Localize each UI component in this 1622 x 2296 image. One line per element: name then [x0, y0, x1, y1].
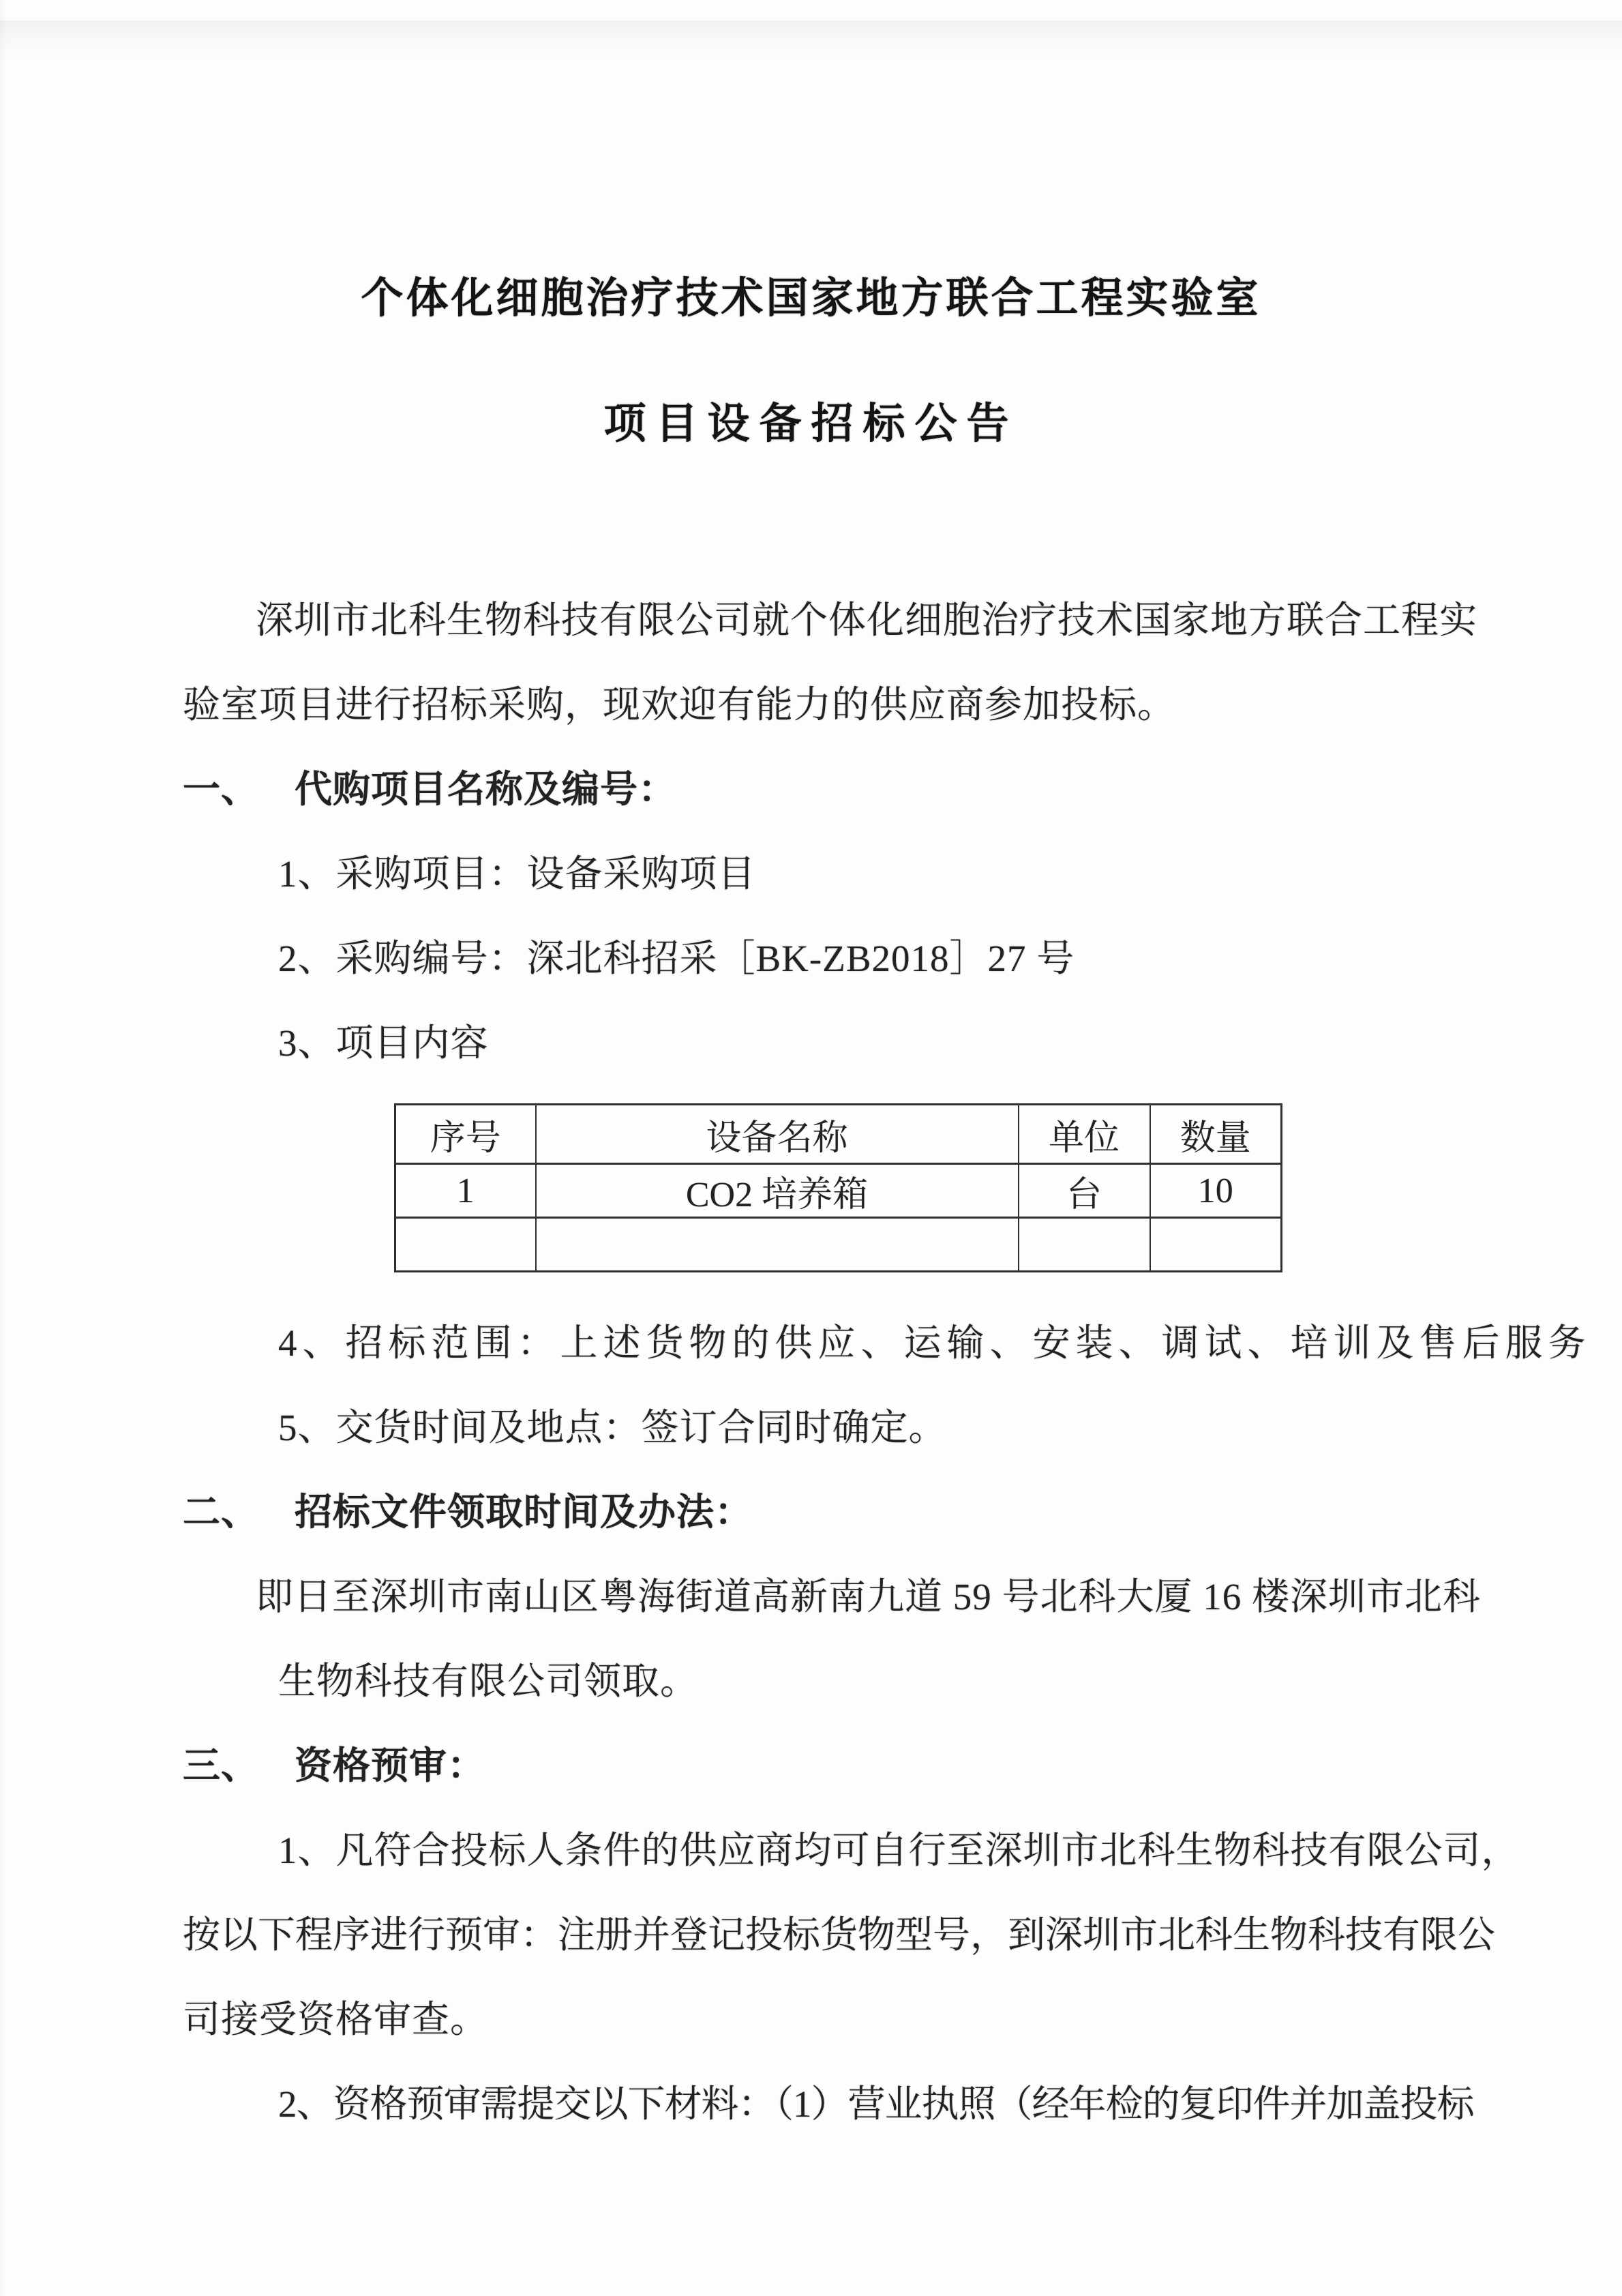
section2-line2: 生物科技有限公司领取。	[278, 1660, 699, 1702]
section1-item1: 1、采购项目：设备采购项目	[278, 853, 756, 895]
section2-heading	[183, 1470, 1513, 1555]
section1-heading-text: 代购项目名称及编号：	[295, 769, 677, 810]
doc-title-line1: 个体化细胞治疗技术国家地方联合工程实验室	[361, 275, 1261, 322]
cell-unit: 台	[1019, 1164, 1150, 1218]
section1-item3: 3、项目内容	[278, 1022, 489, 1064]
section1-item4: 4、招标范围：上述货物的供应、运输、安装、调试、培训及售后服务	[278, 1322, 1591, 1364]
doc-title-line2: 项目设备招标公告	[603, 401, 1019, 447]
scan-artifact-left	[0, 0, 7, 2296]
cell-no: 1	[395, 1164, 536, 1218]
table-header-no: 序号	[395, 1105, 536, 1164]
cell-qty	[1150, 1218, 1282, 1272]
table-header-qty: 数量	[1150, 1105, 1282, 1164]
section3-item1-line2: 按以下程序进行预审：注册并登记投标货物型号，到深圳市北科生物科技有限公	[183, 1914, 1496, 1956]
table-header-name: 设备名称	[536, 1105, 1019, 1164]
section3-item1-line1: 1、凡符合投标人条件的供应商均可自行至深圳市北科生物科技有限公司，	[278, 1830, 1520, 1871]
cell-name: CO2 培养箱	[536, 1164, 1019, 1218]
document-content	[183, 0, 1591, 2147]
cell-unit	[1019, 1218, 1150, 1272]
section3-item1-line3: 司接受资格审查。	[183, 1999, 489, 2040]
intro-line2: 验室项目进行招标采购，现欢迎有能力的供应商参加投标。	[183, 684, 1176, 726]
section3-heading	[183, 1724, 1513, 1808]
equipment-table	[394, 1103, 1282, 1272]
section2-number: 二、	[183, 1491, 260, 1533]
section3-number: 三、	[183, 1745, 260, 1787]
table-row	[395, 1164, 1282, 1218]
equipment-table-header-row	[395, 1105, 1282, 1164]
intro-line1: 深圳市北科生物科技有限公司就个体化细胞治疗技术国家地方联合工程实	[256, 599, 1478, 641]
section1-item2: 2、采购编号：深北科招采［BK-ZB2018］27 号	[278, 938, 1075, 979]
table-row	[395, 1218, 1282, 1272]
table-header-unit: 单位	[1019, 1105, 1150, 1164]
section1-heading	[183, 747, 1513, 832]
section3-heading-text: 资格预审：	[295, 1745, 486, 1787]
cell-name	[536, 1218, 1019, 1272]
section2-line1: 即日至深圳市南山区粤海街道高新南九道 59 号北科大厦 16 楼深圳市北科	[256, 1576, 1482, 1617]
section3-item2-line1: 2、资格预审需提交以下材料：（1）营业执照（经年检的复印件并加盖投标	[278, 2083, 1474, 2125]
section1-number: 一、	[183, 769, 260, 810]
cell-no	[395, 1218, 536, 1272]
section1-item5: 5、交货时间及地点：签订合同时确定。	[278, 1407, 947, 1448]
section2-heading-text: 招标文件领取时间及办法：	[295, 1491, 753, 1533]
cell-qty: 10	[1150, 1164, 1282, 1218]
